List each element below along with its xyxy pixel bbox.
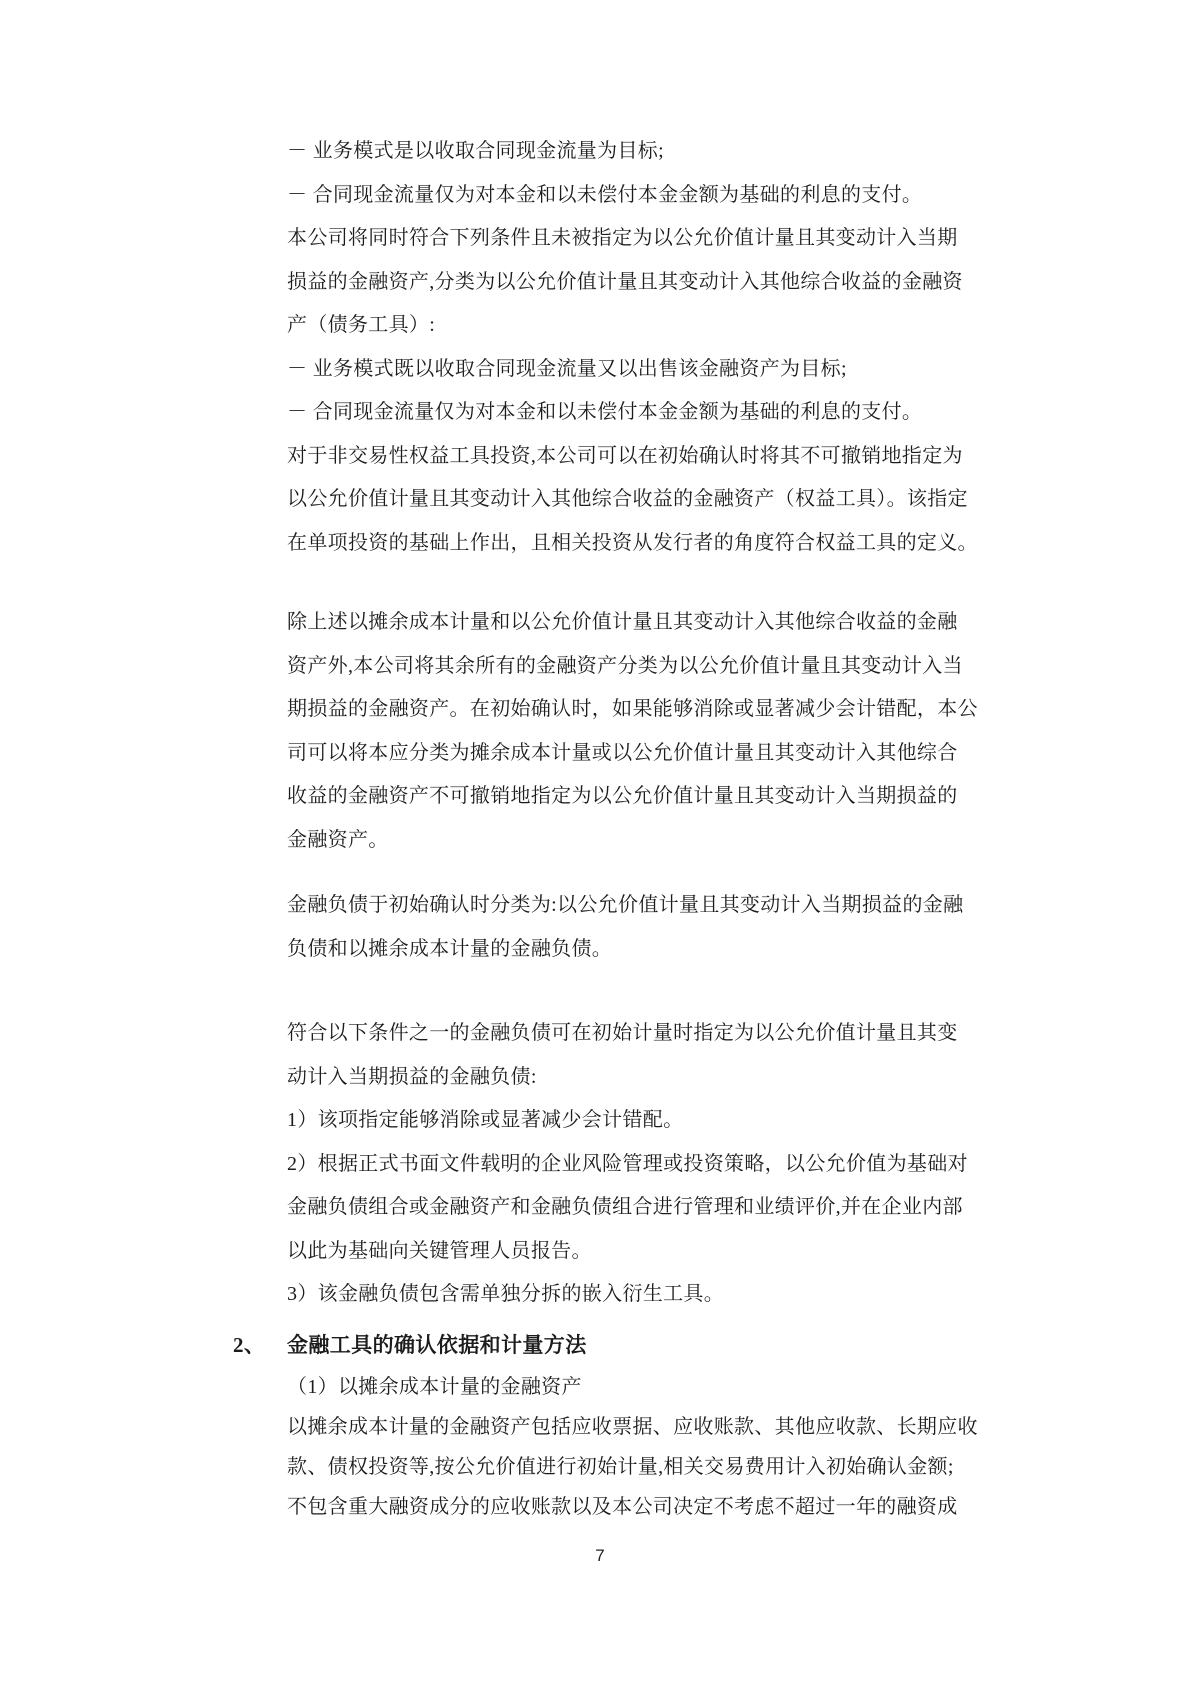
subsection-title: （1）以摊余成本计量的金融资产 [287,1375,582,1398]
numbered-item: 3）该金融负债包含需单独分拆的嵌入衍生工具。 [287,1283,725,1305]
bullet-line: － 合同现金流量仅为对本金和以未偿付本金金额为基础的利息的支付。 [287,183,923,206]
paragraph-fvtpl-assets [287,601,978,862]
text-line: 金融负债组合或金融资产和金融负债组合进行管理和业绩评价,并在企业内部 [287,1196,963,1218]
text-line: 产（债务工具）: [287,314,436,336]
text-line: 损益的金融资产,分类为以公允价值计量且其变动计入其他综合收益的金融资 [287,270,963,293]
text-line: 资产外,本公司将其余所有的金融资产分类为以公允价值计量且其变动计入当 [287,654,963,677]
text-line: 符合以下条件之一的金融负债可在初始计量时指定为以公允价值计量且其变 [287,1022,958,1044]
text-line: 动计入当期损益的金融负债: [287,1065,537,1088]
text-line: 款、债权投资等,按公允价值进行初始计量,相关交易费用计入初始确认金额; [287,1455,954,1478]
text-line: 以此为基础向关键管理人员报告。 [287,1239,592,1262]
paragraph-classification [287,130,978,565]
bullet-line: － 合同现金流量仅为对本金和以未偿付本金金额为基础的利息的支付。 [287,401,923,423]
text-line: 收益的金融资产不可撤销地指定为以公允价值计量且其变动计入当期损益的 [287,785,958,807]
text-line: 负债和以摊余成本计量的金融负债。 [287,937,613,960]
section-heading-number: 2、 [233,1332,266,1357]
text-line: 对于非交易性权益工具投资,本公司可以在初始确认时将其不可撤销地指定为 [287,444,963,467]
bullet-line: － 业务模式既以收取合同现金流量又以出售该金融资产为目标; [287,357,847,380]
text-line: 以公允价值计量且其变动计入其他综合收益的金融资产（权益工具）。该指定 [287,488,968,510]
text-line: 不包含重大融资成分的应收账款以及本公司决定不考虑不超过一年的融资成 [287,1495,958,1518]
text-line: 司可以将本应分类为摊余成本计量或以公允价值计量且其变动计入其他综合 [287,741,958,764]
page-body [233,130,978,1527]
numbered-item: 2）根据正式书面文件载明的企业风险管理或投资策略，以公允价值为基础对 [287,1152,968,1175]
bullet-line: － 业务模式是以收取合同现金流量为目标; [287,140,664,162]
numbered-item: 1）该项指定能够消除或显著减少会计错配。 [287,1109,684,1131]
text-line: 期损益的金融资产。在初始确认时，如果能够消除或显著减少会计错配，本公 [287,698,978,720]
text-line: 本公司将同时符合下列条件且未被指定为以公允价值计量且其变动计入当期 [287,227,958,249]
text-line: 金融资产。 [287,828,389,851]
text-line: 金融负债于初始确认时分类为:以公允价值计量且其变动计入当期损益的金融 [287,894,964,916]
text-line: 以摊余成本计量的金融资产包括应收票据、应收账款、其他应收款、长期应收 [287,1415,978,1438]
section-heading [233,1323,960,1367]
paragraph-amortized-cost [287,1367,978,1527]
section-heading-title: 金融工具的确认依据和计量方法 [287,1332,587,1357]
text-line: 在单项投资的基础上作出，且相关投资从发行者的角度符合权益工具的定义。 [287,531,978,554]
paragraph-liability-classification [287,884,964,971]
paragraph-liability-conditions [287,1012,968,1317]
page-number: 7 [595,1546,605,1565]
text-line: 除上述以摊余成本计量和以公允价值计量且其变动计入其他综合收益的金融 [287,611,958,633]
